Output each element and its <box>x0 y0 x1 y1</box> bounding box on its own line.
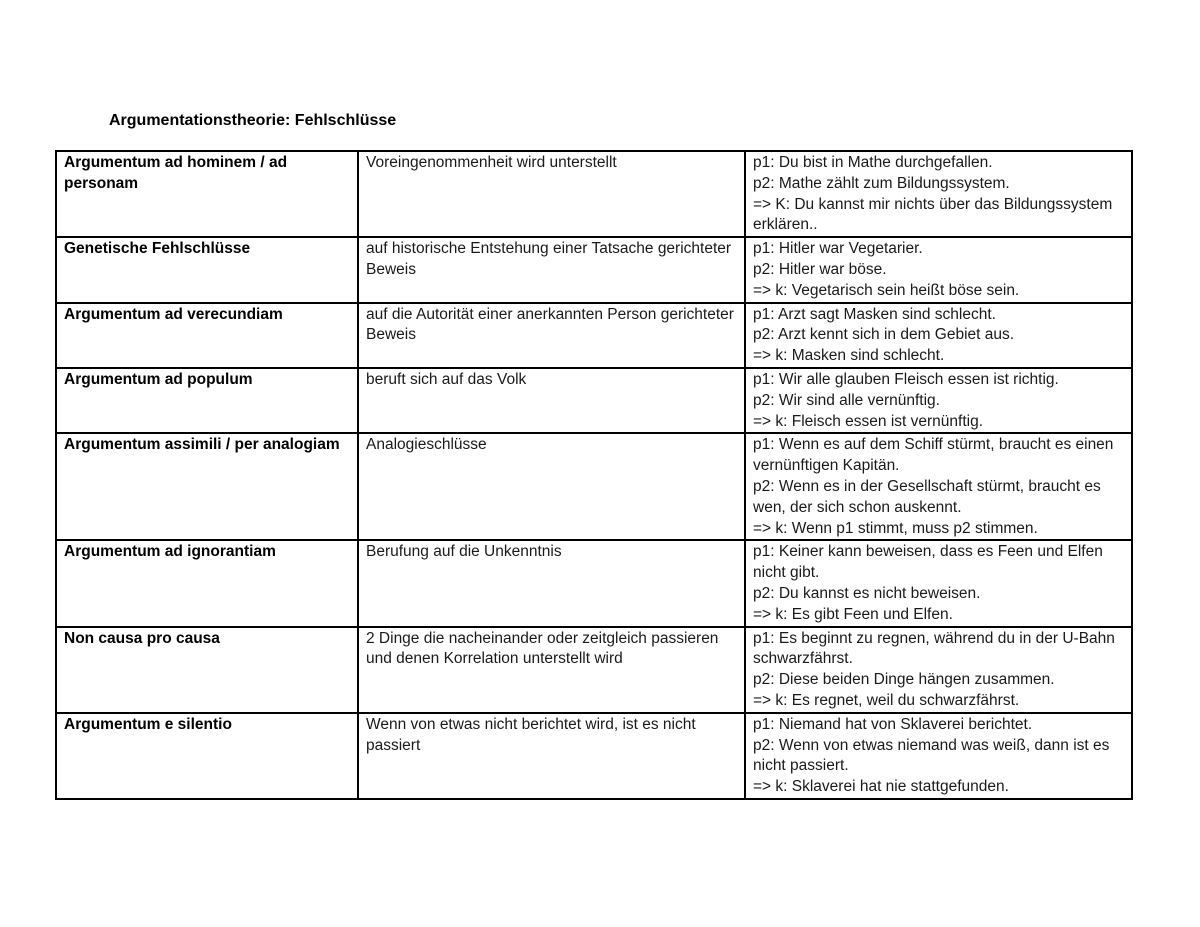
table-row <box>56 303 1132 368</box>
example-premise-1: p1: Hitler war Vegetarier. <box>753 240 923 258</box>
fallacy-name-cell: Argumentum ad ignorantiam <box>56 540 358 626</box>
fallacy-description-cell: auf die Autorität einer anerkannten Person gerichteter Beweis <box>358 303 745 368</box>
fallacy-description-cell: Wenn von etwas nicht berichtet wird, ist es nicht passiert <box>358 713 745 799</box>
fallacy-description-cell: Analogieschlüsse <box>358 433 745 540</box>
example-premise-1: p1: Du bist in Mathe durchgefallen. <box>753 154 993 171</box>
fallacy-example-cell <box>745 433 1132 540</box>
fallacy-name-cell: Argumentum ad populum <box>56 368 358 433</box>
example-premise-2: p2: Diese beiden Dinge hängen zusammen. <box>753 671 1055 689</box>
example-premise-2: p2: Wenn von etwas niemand was weiß, dann ist es nicht passiert. <box>753 736 1110 775</box>
example-conclusion: => k: Wenn p1 stimmt, muss p2 stimmen. <box>753 519 1038 537</box>
fallacy-example-cell <box>745 713 1132 799</box>
fallacy-description-cell: Berufung auf die Unkenntnis <box>358 540 745 626</box>
fallacy-description-cell: beruft sich auf das Volk <box>358 368 745 433</box>
fallacy-description-cell: auf historische Entstehung einer Tatsache gerichteter Beweis <box>358 237 745 302</box>
example-premise-1: p1: Wir alle glauben Fleisch essen ist richtig. <box>753 370 1059 388</box>
page-title: Argumentationstheorie: Fehlschlüsse <box>109 112 397 129</box>
fallacy-example-cell <box>745 627 1132 713</box>
example-premise-1: p1: Arzt sagt Masken sind schlecht. <box>753 305 996 323</box>
fallacies-table <box>55 150 1133 800</box>
fallacy-example-cell <box>745 368 1132 433</box>
table-row <box>56 237 1132 302</box>
fallacy-name-cell: Genetische Fehlschlüsse <box>56 237 358 302</box>
example-premise-1: p1: Wenn es auf dem Schiff stürmt, braucht es einen vernünftigen Kapitän. <box>753 436 1114 475</box>
fallacy-name-cell: Argumentum ad verecundiam <box>56 303 358 368</box>
example-conclusion: => k: Fleisch essen ist vernünftig. <box>753 412 984 430</box>
example-premise-2: p2: Mathe zählt zum Bildungssystem. <box>753 174 1010 192</box>
fallacy-example-cell <box>745 540 1132 626</box>
example-premise-1: p1: Es beginnt zu regnen, während du in der U-Bahn schwarzfährst. <box>753 629 1115 668</box>
fallacies-table-body <box>56 151 1132 799</box>
table-row <box>56 713 1132 799</box>
table-row <box>56 151 1132 237</box>
example-conclusion: => K: Du kannst mir nichts über das Bildungssystem erklären.. <box>753 195 1113 234</box>
example-premise-2: p2: Wir sind alle vernünftig. <box>753 391 940 409</box>
table-row <box>56 368 1132 433</box>
example-conclusion: => k: Es gibt Feen und Elfen. <box>753 605 953 623</box>
fallacy-name-cell: Non causa pro causa <box>56 627 358 713</box>
example-conclusion: => k: Es regnet, weil du schwarzfährst. <box>753 691 1020 709</box>
example-premise-2: p2: Hitler war böse. <box>753 260 887 278</box>
fallacy-description-cell: Voreingenommenheit wird unterstellt <box>358 151 745 237</box>
example-premise-2: p2: Wenn es in der Gesellschaft stürmt, braucht es wen, der sich schon auskennt. <box>753 477 1101 516</box>
fallacy-name-cell: Argumentum assimili / per analogiam <box>56 433 358 540</box>
table-row <box>56 540 1132 626</box>
example-conclusion: => k: Masken sind schlecht. <box>753 347 945 365</box>
fallacy-description-cell: 2 Dinge die nacheinander oder zeitgleich passieren und denen Korrelation unterstellt wird <box>358 627 745 713</box>
example-premise-2: p2: Arzt kennt sich in dem Gebiet aus. <box>753 326 1015 344</box>
example-conclusion: => k: Vegetarisch sein heißt böse sein. <box>753 281 1020 299</box>
example-premise-1: p1: Niemand hat von Sklaverei berichtet. <box>753 715 1033 733</box>
fallacy-name-cell: Argumentum e silentio <box>56 713 358 799</box>
example-premise-1: p1: Keiner kann beweisen, dass es Feen und Elfen nicht gibt. <box>753 543 1103 582</box>
fallacy-example-cell <box>745 151 1132 237</box>
fallacy-example-cell <box>745 303 1132 368</box>
example-premise-2: p2: Du kannst es nicht beweisen. <box>753 584 981 602</box>
fallacy-name-cell: Argumentum ad hominem / ad personam <box>56 151 358 237</box>
table-row <box>56 433 1132 540</box>
table-row <box>56 627 1132 713</box>
fallacy-example-cell <box>745 237 1132 302</box>
example-conclusion: => k: Sklaverei hat nie stattgefunden. <box>753 778 1009 796</box>
